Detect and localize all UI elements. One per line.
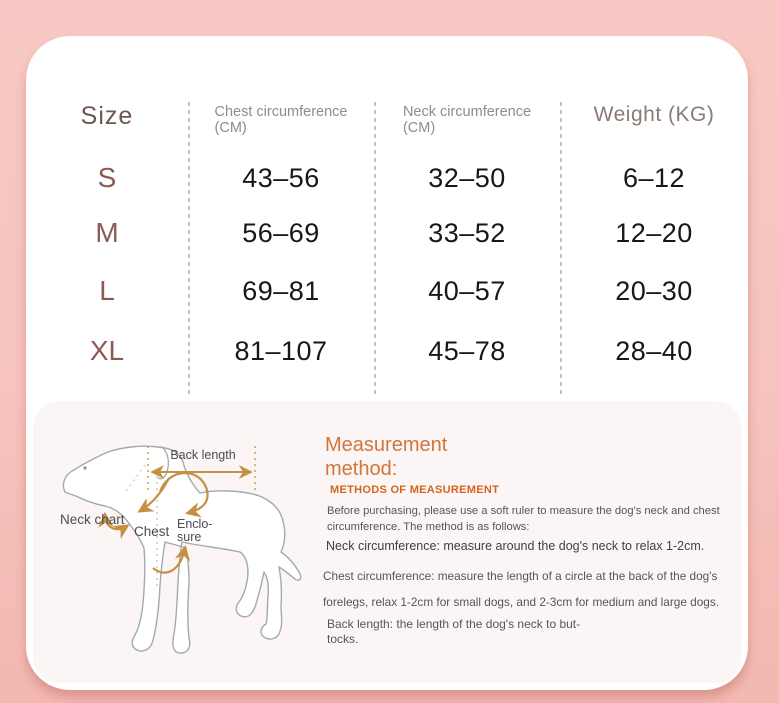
intro-text-line1: Before purchasing, please use a soft ruler to measure the dog's neck and chest [327,505,720,517]
weight-value: 28–40 [615,335,693,366]
size-label: L [99,275,115,306]
table-row-s [26,155,748,201]
header-size: Size [80,102,134,130]
back-length-label: Back length [170,448,236,462]
size-label: XL [89,335,125,366]
header-chest-line2: (CM) [214,120,247,136]
intro-text-line2: circumference. The method is as follows: [327,521,530,533]
size-table [26,36,748,401]
table-row-m [26,210,748,256]
neck-chart-label: Neck chart [60,512,125,527]
neck-value: 45–78 [428,335,506,366]
enclosure-label [177,518,212,544]
chest-instruction-line2: forelegs, relax 1-2cm for small dogs, and 2-3cm for medium and large dogs. [323,595,720,609]
weight-value: 12–20 [615,217,693,248]
header-neck-circumference [374,104,560,136]
enclosure-line1: Enclo- [177,517,213,531]
size-label: S [97,162,117,193]
header-neck-line1: Neck circumference [402,104,532,120]
measurement-title-line2: method: [325,458,398,480]
header-neck-line2: (CM) [402,120,436,136]
measurement-title [325,433,447,481]
neck-value: 40–57 [428,275,506,306]
enclosure-line2: sure [177,530,202,544]
chest-value: 56–69 [242,217,320,248]
header-chest-circumference [188,104,374,136]
header-chest-line1: Chest circumference [214,104,348,120]
dog-outline [63,446,300,653]
chest-label: Chest [134,524,170,539]
measurement-title-line1: Measurement [325,434,448,456]
neck-value: 33–52 [428,217,506,248]
dog-eye [83,466,86,469]
weight-value: 20–30 [615,275,693,306]
chest-value: 69–81 [242,275,320,306]
neck-value: 32–50 [428,162,506,193]
size-label: M [95,217,119,248]
chest-value: 43–56 [242,162,320,193]
header-weight: Weight (KG) [593,103,715,126]
table-row-xl [26,328,748,374]
weight-value: 6–12 [622,162,686,193]
neck-instruction: Neck circumference: measure around the dog's neck to relax 1-2cm. [326,539,705,553]
chest-instruction-line1: Chest circumference: measure the length of a circle at the back of the dog's [323,569,718,583]
table-row-l [26,268,748,314]
measurement-subtitle: METHODS OF MEASUREMENT [330,484,500,496]
back-length-instruction-line2: tocks. [327,632,359,646]
chest-value: 81–107 [234,335,328,366]
back-length-instruction-line1: Back length: the length of the dog's neck to but- [327,617,581,631]
